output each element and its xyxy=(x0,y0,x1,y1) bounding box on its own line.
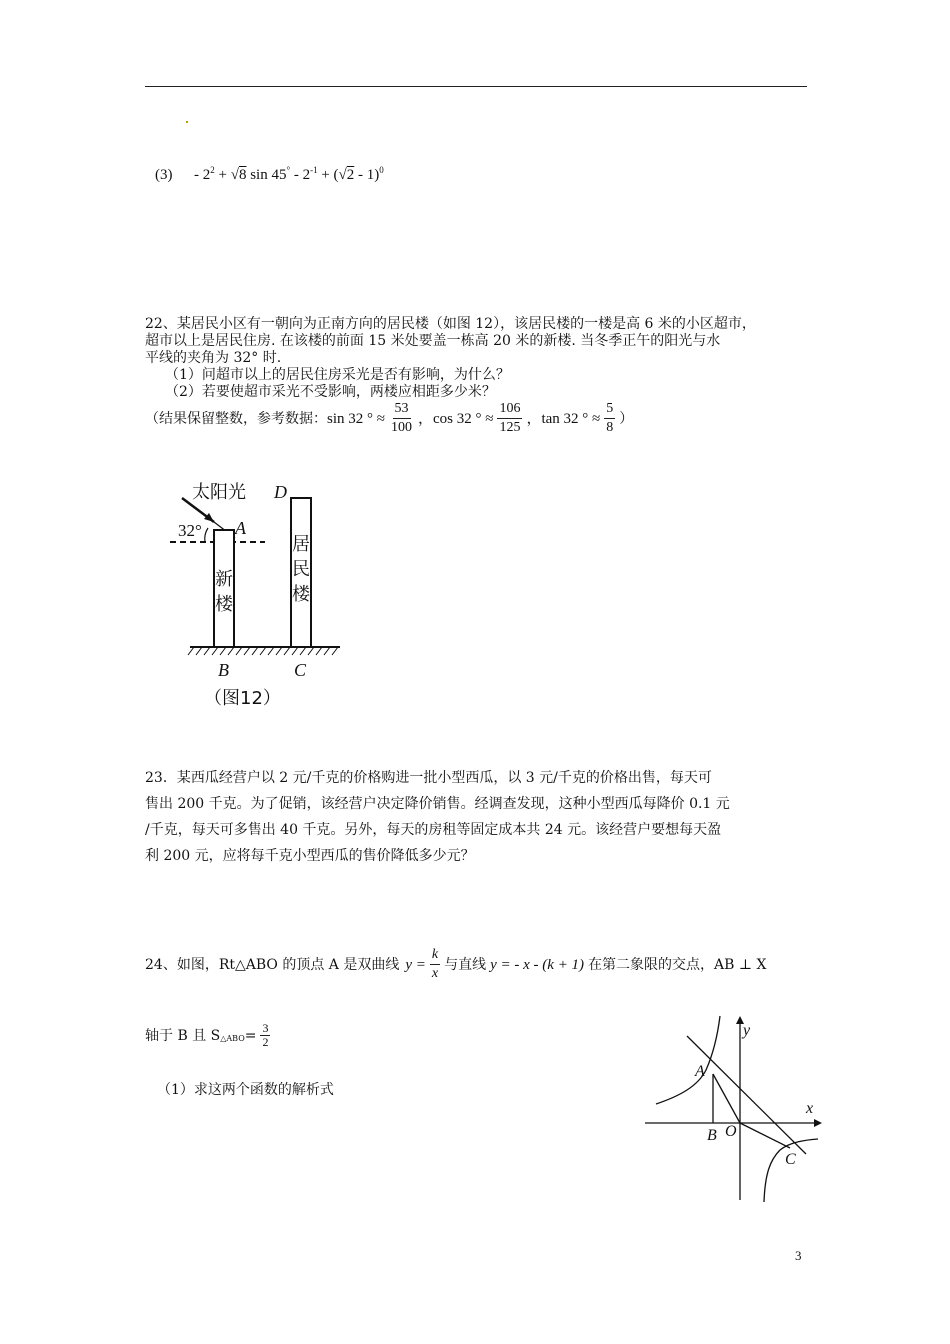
q22-line-3: 平线的夹角为 32° 时. xyxy=(145,350,282,366)
new-building-char-1: 新 xyxy=(215,569,233,590)
line-equation: y = - x - (k + 1) xyxy=(490,956,585,973)
q23-line-4: 利 200 元，应将每千克小型西瓜的售价降低多少元？ xyxy=(145,848,475,864)
page-number: 3 xyxy=(795,1248,802,1263)
figure-caption: （图12） xyxy=(204,688,281,709)
res-building-char-2: 民 xyxy=(292,559,310,580)
problem-3: $(3) - 2^2 + √8$ $\sin 45^\circ - 2^{-1} + (√2 - 1)^0$ xyxy=(155,165,384,183)
problem-3-label: (3) xyxy=(155,167,173,183)
tan-fraction: $\frac{5}{8}$ xyxy=(606,401,614,435)
stray-mark xyxy=(186,121,188,123)
graph-label-x: x xyxy=(806,1100,814,1117)
q22-sub-1: （1）问超市以上的居民住房采光是否有影响，为什么？ xyxy=(165,367,510,383)
new-building-char-2: 楼 xyxy=(215,594,233,615)
sqrt-symbol: √ xyxy=(338,167,347,183)
figure-12 xyxy=(160,470,360,720)
graph-label-C: C xyxy=(785,1151,796,1168)
label-B: B xyxy=(218,660,229,680)
label-D: D xyxy=(274,482,287,502)
label-C: C xyxy=(294,660,307,680)
graph-label-A: A xyxy=(695,1063,705,1080)
q22-reference-data: （结果保留整数，参考数据： sin 32 ° ≈ $\frac{53}{100}$ ，cos 32 ° ≈ $\frac{106}{125}$ ，tan 32 ° ≈ $\frac{5}{8}$ ） xyxy=(145,401,634,435)
area-fraction: $\frac{3}{2}$ xyxy=(262,1021,269,1049)
q23-line-2: 售出 200 千克。为了促销，该经营户决定降价销售。经调查发现，这种小型西瓜每降价 0.1 元 xyxy=(145,796,730,812)
q23-line-3: /千克，每天可多售出 40 千克。另外，每天的房租等固定成本共 24 元。该经营户要想每天盈 xyxy=(145,822,722,838)
header-rule xyxy=(145,86,807,87)
ground-hatching xyxy=(188,647,338,655)
x-axis-arrow xyxy=(814,1119,822,1127)
q24-graph xyxy=(640,1012,830,1204)
q22-sub-2: （2）若要使超市采光不受影响，两楼应相距多少米？ xyxy=(165,384,496,400)
angle-label: 32° xyxy=(178,521,202,540)
angle-arc xyxy=(205,528,208,542)
q23-line-1: 23．某西瓜经营户以 2 元/千克的价格购进一批小型西瓜，以 3 元/千克的价格出售，每天可 xyxy=(145,770,712,786)
graph-label-B: B xyxy=(707,1127,717,1144)
q24-sub-1: （1）求这两个函数的解析式 xyxy=(157,1082,334,1098)
res-building-char-1: 居 xyxy=(292,534,310,555)
cos-fraction: $\frac{106}{125}$ xyxy=(499,401,521,435)
graph-label-y: y xyxy=(743,1022,751,1039)
sin-fraction: $\frac{53}{100}$ xyxy=(391,401,412,435)
segment-OC xyxy=(740,1123,790,1148)
res-building-char-3: 楼 xyxy=(292,584,310,605)
label-A: A xyxy=(235,518,246,538)
line-y-neg-x xyxy=(687,1036,806,1154)
hyperbola-fraction: $\frac{k}{x}$ xyxy=(431,947,439,981)
q22-line-1: 22、某居民小区有一朝向为正南方向的居民楼（如图 12），该居民楼的一楼是高 6 米的小区超市， xyxy=(145,316,756,332)
q22-line-2: 超市以上是居民住房. 在该楼的前面 15 米处要盖一栋高 20 米的新楼. 当冬季正午的阳光与水 xyxy=(145,333,721,349)
hyperbola-branch-4 xyxy=(764,1139,818,1202)
graph-label-O: O xyxy=(725,1123,737,1140)
segment-AO xyxy=(713,1074,740,1123)
sun-label: 太阳光 xyxy=(192,482,246,503)
sqrt-symbol: √ xyxy=(230,167,239,183)
q24-line-2: 轴于 B 且 S △ABO = $\frac{3}{2}$ xyxy=(145,1021,269,1049)
q24-line-1: 24、如图，Rt△ABO 的顶点 A 是双曲线 y = $\frac{k}{x}$ 与直线 y = - x - (k + 1) 在第二象限的交点，AB ⊥ X xyxy=(145,947,767,981)
